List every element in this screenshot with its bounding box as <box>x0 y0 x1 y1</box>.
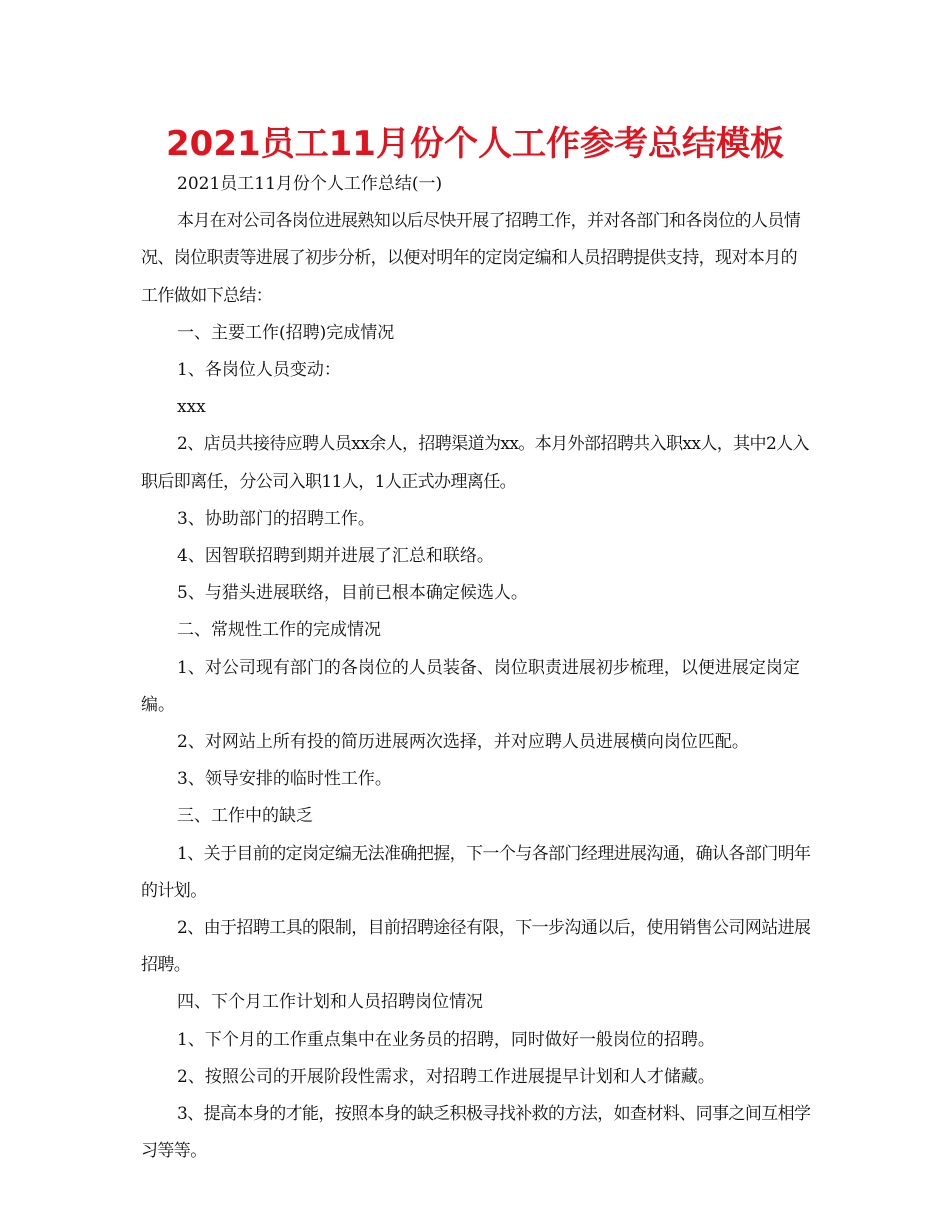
section-subtitle: 2021员工11月份个人工作总结(一) <box>177 174 443 194</box>
section-heading-3: 三、工作中的缺乏 <box>177 806 313 827</box>
list-item: 2、店员共接待应聘人员xx余人，招聘渠道为xx。本月外部招聘共入职xx人，其中2人入职后即离任，分公司入职11人，1人正式办理离任。 <box>141 434 809 492</box>
list-item: xxx <box>177 397 206 418</box>
section-heading-1: 一、主要工作(招聘)完成情况 <box>177 322 395 343</box>
list-item: 1、各岗位人员变动： <box>177 360 341 381</box>
list-item: 3、领导安排的临时性工作。 <box>177 769 392 790</box>
list-item: 5、与猎头进展联络，目前已根本确定候选人。 <box>177 583 528 604</box>
list-item: 3、提高本身的才能，按照本身的缺乏积极寻找补救的方法，如查材料、同事之间互相学习等等。 <box>141 1104 811 1162</box>
list-item: 2、对网站上所有投的简历进展两次选择，并对应聘人员进展横向岗位匹配。 <box>177 732 749 753</box>
document-body <box>141 166 811 1170</box>
list-item: 4、因智联招聘到期并进展了汇总和联络。 <box>177 546 494 567</box>
list-item: 2、按照公司的开展阶段性需求，对招聘工作进展提早计划和人才储藏。 <box>177 1066 715 1087</box>
list-item: 1、下个月的工作重点集中在业务员的招聘，同时做好一般岗位的招聘。 <box>177 1029 715 1050</box>
intro-paragraph: 本月在对公司各岗位进展熟知以后尽快开展了招聘工作，并对各部门和各岗位的人员情况、岗位职责等进展了初步分析，以便对明年的定岗定编和人员招聘提供支持，现对本月的工作做如下总结： <box>141 211 801 306</box>
document-title: 2021员工11月份个人工作参考总结模板 <box>166 124 784 164</box>
list-item: 2、由于招聘工具的限制，目前招聘途径有限，下一步沟通以后，使用销售公司网站进展招聘。 <box>141 918 811 976</box>
section-heading-4: 四、下个月工作计划和人员招聘岗位情况 <box>177 992 483 1013</box>
list-item: 3、协助部门的招聘工作。 <box>177 508 375 529</box>
list-item: 1、关于目前的定岗定编无法准确把握，下一个与各部门经理进展沟通，确认各部门明年的计划。 <box>141 843 811 901</box>
section-heading-2: 二、常规性工作的完成情况 <box>177 620 381 641</box>
list-item: 1、对公司现有部门的各岗位的人员装备、岗位职责进展初步梳理，以便进展定岗定编。 <box>141 657 800 715</box>
